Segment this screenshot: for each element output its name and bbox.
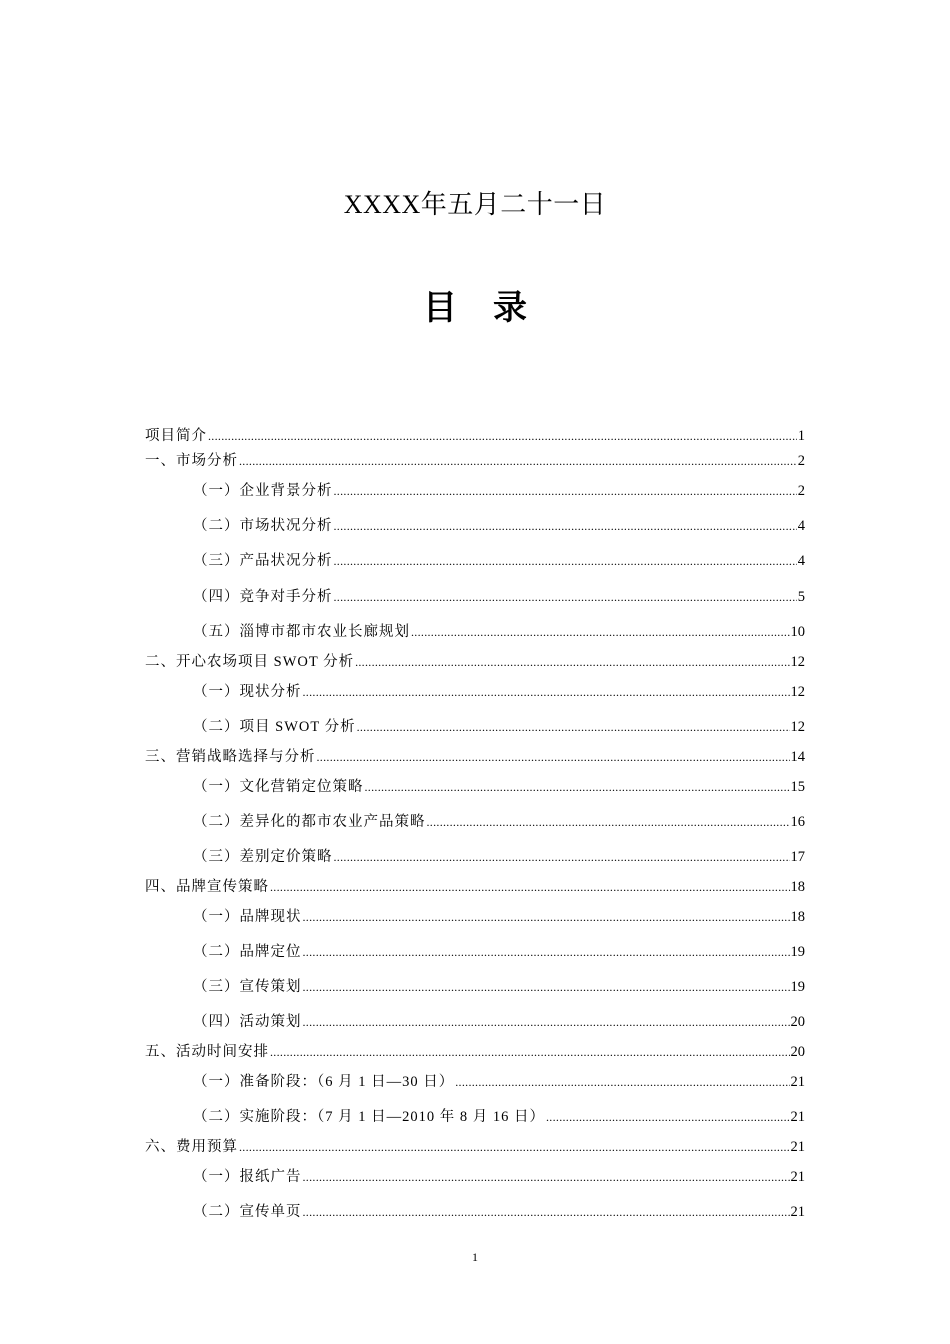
toc-entry[interactable] <box>193 1167 805 1187</box>
toc-dot-leader <box>334 551 797 571</box>
toc-entry-page-number: 4 <box>797 518 805 534</box>
toc-entry-page-number: 15 <box>790 779 805 795</box>
toc-entry-label: （二）市场状况分析 <box>193 518 333 534</box>
toc-entry-page-number: 17 <box>790 849 805 865</box>
toc-entry-page-number: 10 <box>790 624 805 640</box>
toc-entry-label: （二）实施阶段：（7 月 1 日—2010 年 8 月 16 日） <box>193 1109 545 1125</box>
toc-entry[interactable] <box>193 516 805 536</box>
date-line: XXXX年五月二十一日 <box>343 190 607 219</box>
toc-dot-leader <box>455 1072 789 1092</box>
toc-entry[interactable] <box>145 1042 805 1062</box>
toc-dot-leader <box>334 847 790 867</box>
toc-entry-page-number: 19 <box>790 944 805 960</box>
toc-entry-page-number: 14 <box>790 749 805 765</box>
toc-entry-label: （一）文化营销定位策略 <box>193 779 364 795</box>
toc-entry-label: （三）产品状况分析 <box>193 553 333 569</box>
toc-dot-leader <box>303 1167 790 1187</box>
toc-dot-leader <box>411 622 790 642</box>
toc-dot-leader <box>303 907 790 927</box>
toc-dot-leader <box>365 777 790 797</box>
toc-entry-page-number: 21 <box>790 1139 805 1155</box>
toc-entry-label: （二）项目 SWOT 分析 <box>193 719 356 735</box>
toc-dot-leader <box>303 942 790 962</box>
toc-dot-leader <box>334 481 797 501</box>
footer-page-number: 1 <box>472 1250 478 1264</box>
toc-entry-label: （一）现状分析 <box>193 684 302 700</box>
toc-entry-page-number: 20 <box>790 1044 805 1060</box>
toc-dot-leader <box>317 747 790 767</box>
toc-title-char-2: 录 <box>493 288 527 328</box>
toc-entry[interactable] <box>193 1072 805 1092</box>
toc-entry-label: （五）淄博市都市农业长廊规划 <box>193 624 410 640</box>
toc-entry-label: （二）差异化的都市农业产品策略 <box>193 814 426 830</box>
toc-entry[interactable] <box>193 812 805 832</box>
toc-entry-label: 四、品牌宣传策略 <box>145 879 269 895</box>
toc-entry-label: 项目简介 <box>145 428 207 444</box>
toc-entry[interactable] <box>193 1012 805 1032</box>
toc-entry[interactable] <box>193 942 805 962</box>
toc-entry-page-number: 1 <box>797 428 805 444</box>
toc-entry-page-number: 19 <box>790 979 805 995</box>
toc-entry[interactable] <box>193 1107 805 1127</box>
toc-entry-page-number: 12 <box>790 654 805 670</box>
toc-entry-label: 三、营销战略选择与分析 <box>145 749 316 765</box>
toc-entry-page-number: 12 <box>790 684 805 700</box>
toc-dot-leader <box>303 1202 790 1222</box>
toc-dot-leader <box>239 1137 790 1157</box>
toc-entry[interactable] <box>193 717 805 737</box>
toc-entry[interactable] <box>193 682 805 702</box>
toc-entry-label: （一）品牌现状 <box>193 909 302 925</box>
toc-entry[interactable] <box>193 847 805 867</box>
toc-entry[interactable] <box>193 551 805 571</box>
toc-dot-leader <box>355 652 789 672</box>
toc-entry-page-number: 16 <box>790 814 805 830</box>
toc-dot-leader <box>303 1012 790 1032</box>
toc-dot-leader <box>334 516 797 536</box>
toc-entry-label: （一）企业背景分析 <box>193 483 333 499</box>
toc-entry-page-number: 18 <box>790 879 805 895</box>
toc-entry-page-number: 5 <box>797 589 805 605</box>
toc-entry-page-number: 20 <box>790 1014 805 1030</box>
toc-entry-label: 六、费用预算 <box>145 1139 238 1155</box>
toc-entry-page-number: 21 <box>790 1169 805 1185</box>
toc-dot-leader <box>303 977 790 997</box>
toc-entry-page-number: 2 <box>797 453 805 469</box>
toc-dot-leader <box>334 587 797 607</box>
toc-entry-label: （一）报纸广告 <box>193 1169 302 1185</box>
toc-entry-label: 二、开心农场项目 SWOT 分析 <box>145 654 355 670</box>
toc-entry[interactable] <box>145 451 805 471</box>
toc-entry[interactable] <box>193 907 805 927</box>
toc-entry-label: （四）竞争对手分析 <box>193 589 333 605</box>
toc-entry-label: 五、活动时间安排 <box>145 1044 269 1060</box>
toc-entry-page-number: 4 <box>797 553 805 569</box>
toc-entry-label: （二）品牌定位 <box>193 944 302 960</box>
toc-dot-leader <box>208 426 797 446</box>
toc-entry[interactable] <box>193 777 805 797</box>
toc-entry-page-number: 21 <box>790 1109 805 1125</box>
toc-entry-page-number: 18 <box>790 909 805 925</box>
toc-entry[interactable] <box>193 587 805 607</box>
toc-entry-page-number: 2 <box>797 483 805 499</box>
toc-entry[interactable] <box>193 977 805 997</box>
toc-entry[interactable] <box>145 877 805 897</box>
toc-dot-leader <box>546 1107 790 1127</box>
toc-entry[interactable] <box>193 1202 805 1222</box>
toc-entry-label: （一）准备阶段：（6 月 1 日—30 日） <box>193 1074 455 1090</box>
toc-entry-page-number: 21 <box>790 1074 805 1090</box>
toc-entry[interactable] <box>145 652 805 672</box>
toc-entry-label: 一、市场分析 <box>145 453 238 469</box>
toc-title-char-1: 目 <box>423 288 457 328</box>
toc-entry-label: （二）宣传单页 <box>193 1204 302 1220</box>
toc-entry[interactable] <box>145 1137 805 1157</box>
toc-entry-label: （三）宣传策划 <box>193 979 302 995</box>
toc-entry-page-number: 12 <box>790 719 805 735</box>
toc-dot-leader <box>239 451 797 471</box>
toc-dot-leader <box>270 877 790 897</box>
toc-entry-page-number: 21 <box>790 1204 805 1220</box>
toc-entry[interactable] <box>145 747 805 767</box>
toc-entry[interactable] <box>193 481 805 501</box>
toc-dot-leader <box>427 812 790 832</box>
toc-entry[interactable] <box>145 426 805 446</box>
toc-entry[interactable] <box>193 622 805 642</box>
toc-dot-leader <box>357 717 790 737</box>
toc-entry-label: （四）活动策划 <box>193 1014 302 1030</box>
toc-entry-label: （三）差别定价策略 <box>193 849 333 865</box>
toc-dot-leader <box>270 1042 790 1062</box>
toc-dot-leader <box>303 682 790 702</box>
